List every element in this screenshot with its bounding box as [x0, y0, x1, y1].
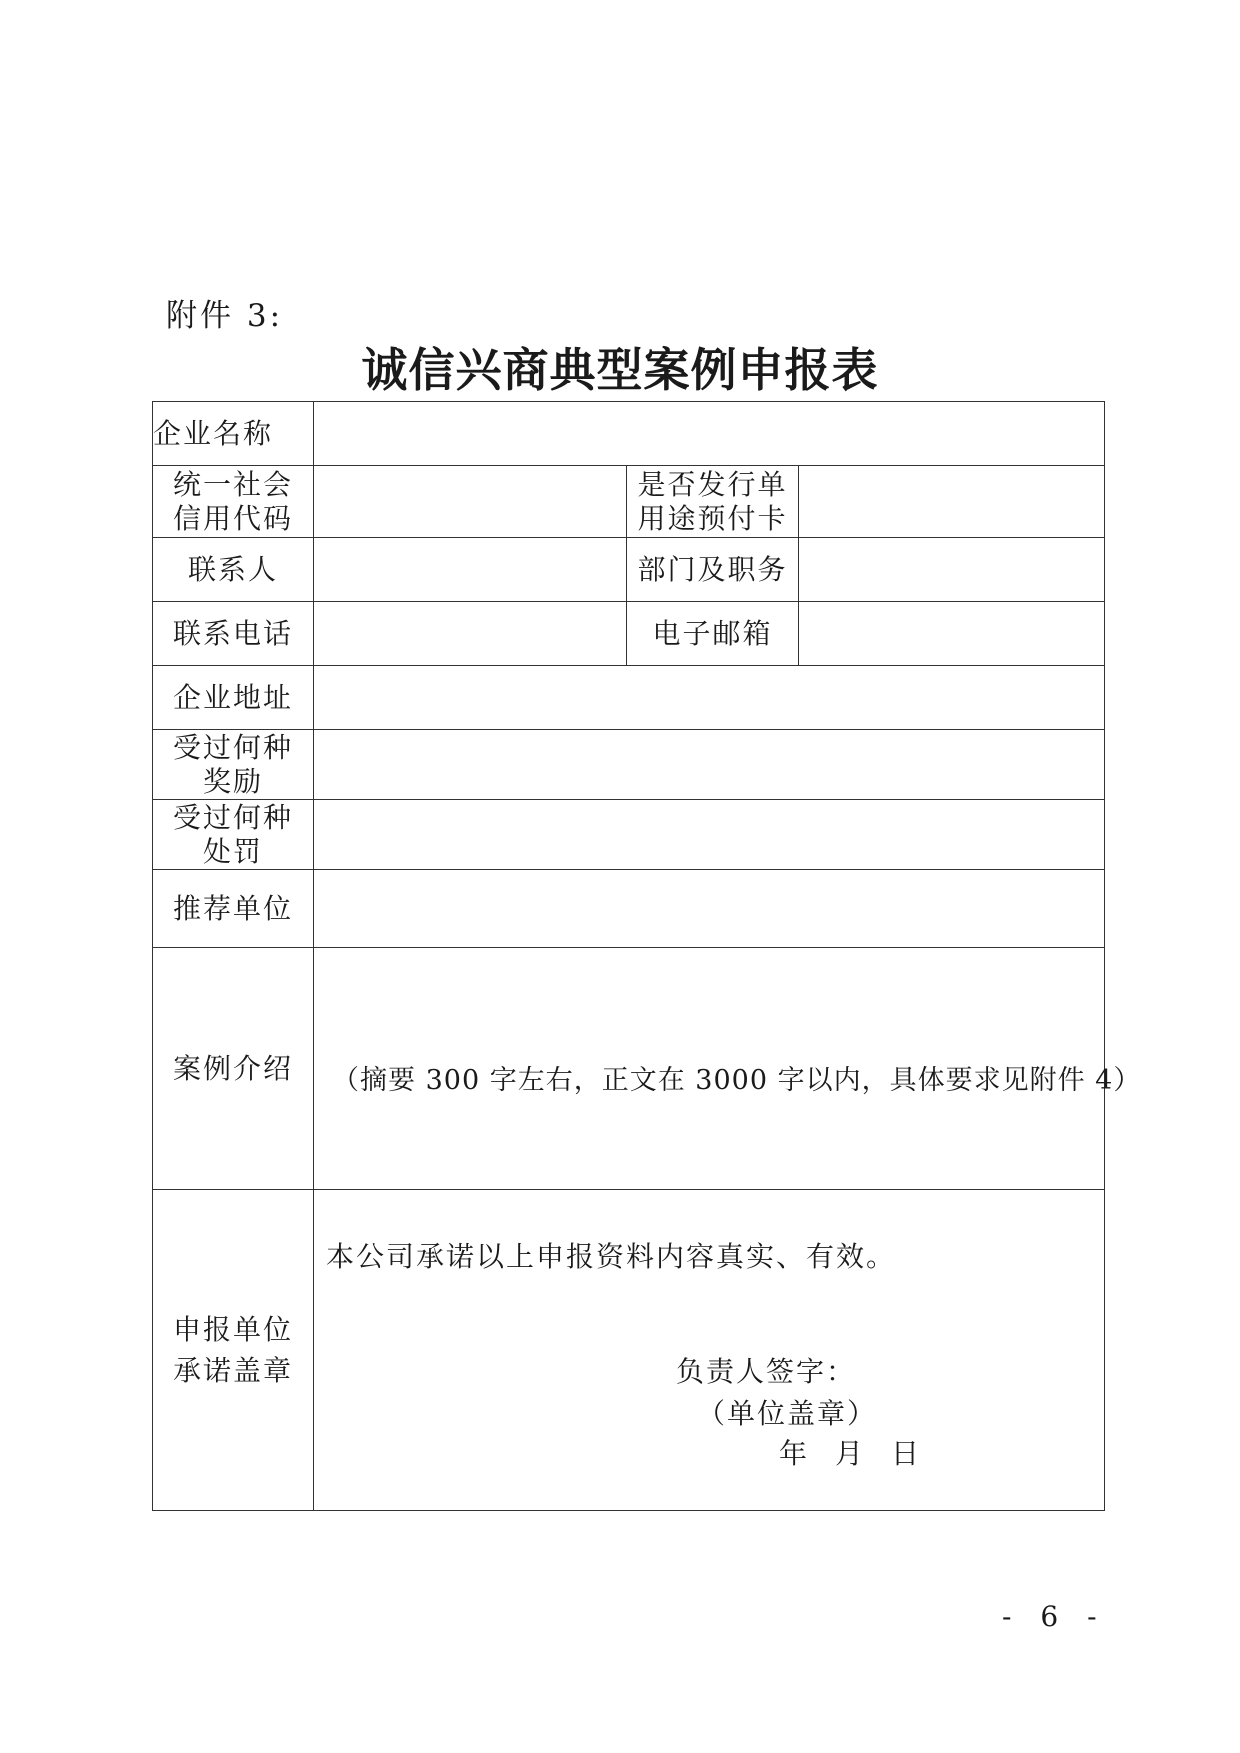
- credit-code-label: [153, 466, 314, 538]
- row-penalties: [153, 800, 1105, 870]
- awards-label: [153, 730, 314, 800]
- prepaid-card-label-line2: 用途预付卡: [637, 501, 788, 535]
- contact-field[interactable]: [314, 538, 627, 602]
- commitment-field[interactable]: [314, 1190, 1105, 1511]
- seal-label: （单位盖章）: [697, 1397, 878, 1430]
- row-contact: [153, 538, 1105, 602]
- penalties-label: [153, 800, 314, 870]
- address-label: 企业地址: [153, 666, 314, 730]
- form-title: 诚信兴商典型案例申报表: [361, 343, 879, 397]
- prepaid-card-label-line1: 是否发行单: [637, 468, 788, 502]
- department-field[interactable]: [799, 538, 1105, 602]
- row-company-name: [153, 402, 1105, 466]
- phone-field[interactable]: [314, 602, 627, 666]
- attachment-label: 附件 3:: [166, 298, 284, 334]
- commitment-label-line1: 申报单位: [172, 1312, 293, 1346]
- commitment-statement: 本公司承诺以上申报资料内容真实、有效。: [326, 1240, 897, 1273]
- date-label: 年 月 日: [779, 1437, 920, 1470]
- address-field[interactable]: [314, 666, 1105, 730]
- penalties-label-line2: 处罚: [202, 834, 263, 868]
- email-label: 电子邮箱: [627, 602, 799, 666]
- credit-code-field[interactable]: [314, 466, 627, 538]
- case-intro-hint: （摘要 300 字左右，正文在 3000 字以内，具体要求见附件 4）: [332, 1064, 1142, 1096]
- row-case-intro: [153, 948, 1105, 1190]
- commitment-label: [153, 1190, 314, 1511]
- prepaid-card-field[interactable]: [799, 466, 1105, 538]
- signature-label: 负责人签字：: [676, 1355, 857, 1388]
- penalties-label-line1: 受过何种: [172, 801, 293, 835]
- commitment-content: [314, 1190, 1104, 1510]
- awards-label-line2: 奖励: [202, 764, 263, 798]
- row-phone: [153, 602, 1105, 666]
- recommender-label: 推荐单位: [153, 870, 314, 948]
- commitment-label-line2: 承诺盖章: [172, 1354, 293, 1387]
- case-intro-label: 案例介绍: [153, 948, 314, 1190]
- phone-label: 联系电话: [153, 602, 314, 666]
- row-credit-code: [153, 466, 1105, 538]
- department-label: 部门及职务: [627, 538, 799, 602]
- row-awards: [153, 730, 1105, 800]
- company-name-field[interactable]: [314, 402, 1105, 466]
- awards-label-line1: 受过何种: [172, 731, 293, 765]
- company-name-label: 企业名称: [153, 402, 314, 466]
- application-form-table: [152, 401, 1142, 1511]
- row-address: [153, 666, 1105, 730]
- credit-code-label-line1: 统一社会: [172, 468, 293, 502]
- awards-field[interactable]: [314, 730, 1105, 800]
- row-commitment: [153, 1190, 1105, 1511]
- contact-label: 联系人: [153, 538, 314, 602]
- recommender-field[interactable]: [314, 870, 1105, 948]
- credit-code-label-line2: 信用代码: [172, 501, 293, 535]
- email-field[interactable]: [799, 602, 1105, 666]
- penalties-field[interactable]: [314, 800, 1105, 870]
- prepaid-card-label: [627, 466, 799, 538]
- page-number: - 6 -: [1002, 1600, 1107, 1633]
- row-recommender: [153, 870, 1105, 948]
- case-intro-field[interactable]: [314, 948, 1142, 1190]
